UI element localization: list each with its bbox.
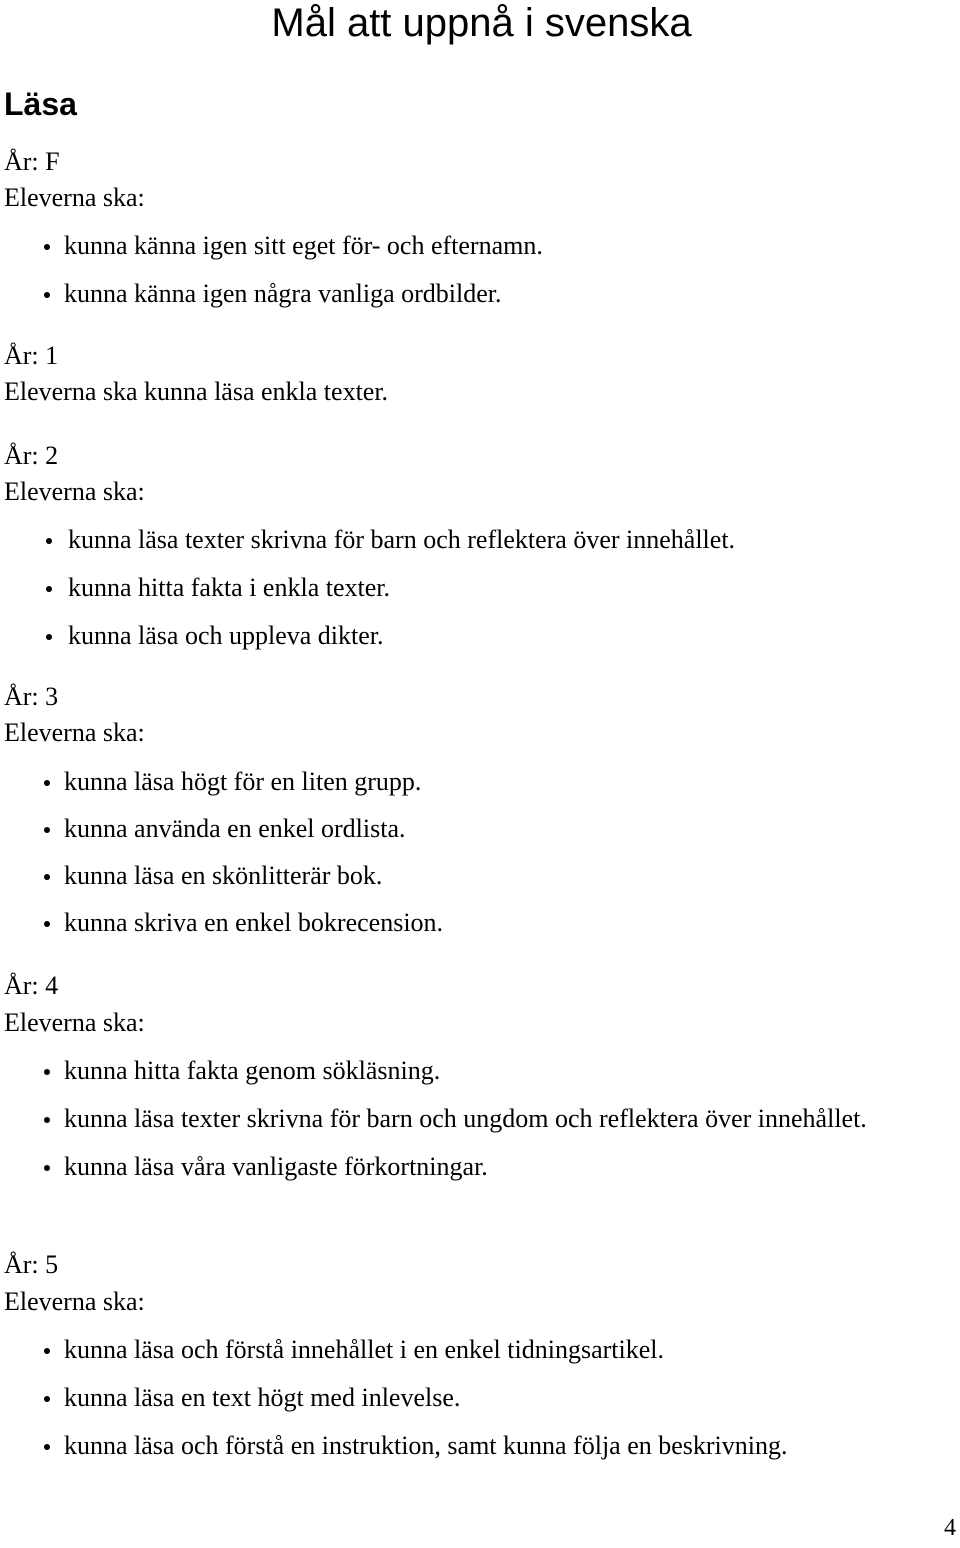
goal-item xyxy=(0,858,944,894)
page-title: Mål att uppnå i svenska xyxy=(271,1,692,45)
bullet-icon xyxy=(44,1069,50,1075)
bullet-icon xyxy=(44,1117,50,1123)
goal-text: kunna läsa en text högt med inlevelse. xyxy=(64,1383,461,1412)
page-number: 4 xyxy=(944,1515,956,1541)
bullet-icon xyxy=(46,586,52,592)
goal-text: kunna skriva en enkel bokrecension. xyxy=(64,908,444,937)
year-intro-f: Eleverna ska: xyxy=(4,183,145,212)
bullet-icon xyxy=(44,1165,50,1171)
year-intro-5: Eleverna ska: xyxy=(4,1287,145,1316)
goal-text: kunna läsa och förstå innehållet i en enkel tidningsartikel. xyxy=(64,1335,664,1364)
year-label-f: År: F xyxy=(4,147,60,176)
goal-item xyxy=(0,276,944,312)
bullet-icon xyxy=(46,538,52,544)
goal-item xyxy=(0,228,944,264)
section-heading-lasa: Läsa xyxy=(4,86,77,122)
goal-list-year-4 xyxy=(0,1053,944,1185)
goal-list-year-f xyxy=(0,228,944,312)
goal-list-year-5 xyxy=(0,1332,944,1464)
bullet-icon xyxy=(44,827,50,833)
goal-item xyxy=(0,764,944,800)
year-intro-3: Eleverna ska: xyxy=(4,718,145,747)
goal-text: kunna läsa högt för en liten grupp. xyxy=(64,767,422,796)
goal-text: kunna hitta fakta i enkla texter. xyxy=(68,573,390,602)
bullet-icon xyxy=(44,780,50,786)
goal-text: kunna hitta fakta genom sökläsning. xyxy=(64,1056,441,1085)
goal-list-year-2 xyxy=(0,522,948,654)
goal-text: kunna läsa en skönlitterär bok. xyxy=(64,861,383,890)
bullet-icon xyxy=(44,921,50,927)
year-label-3: År: 3 xyxy=(4,682,59,711)
goal-item xyxy=(0,1101,924,1137)
goal-list-year-3 xyxy=(0,764,944,941)
year-intro-2: Eleverna ska: xyxy=(4,477,145,506)
year-label-5: År: 5 xyxy=(4,1250,59,1279)
goal-item xyxy=(0,1332,944,1368)
goal-item xyxy=(0,905,944,941)
goal-item xyxy=(0,522,948,558)
goal-text: kunna läsa texter skrivna för barn och reflektera över innehållet. xyxy=(68,525,736,554)
goal-item xyxy=(0,1053,944,1089)
goal-item xyxy=(0,1149,944,1185)
goal-item xyxy=(0,811,944,847)
bullet-icon xyxy=(44,1444,50,1450)
bullet-icon xyxy=(44,244,50,250)
year-label-2: År: 2 xyxy=(4,441,59,470)
year-intro-1: Eleverna ska kunna läsa enkla texter. xyxy=(4,377,389,406)
goal-text: kunna läsa texter skrivna för barn och ungdom och reflektera över innehållet. xyxy=(64,1104,867,1133)
goal-text: kunna läsa våra vanligaste förkortningar. xyxy=(64,1152,488,1181)
goal-text: kunna känna igen sitt eget för- och efternamn. xyxy=(64,231,543,260)
goal-item xyxy=(0,618,948,654)
bullet-icon xyxy=(44,292,50,298)
goal-text: kunna läsa och uppleva dikter. xyxy=(68,621,384,650)
year-intro-4: Eleverna ska: xyxy=(4,1008,145,1037)
goal-text: kunna använda en enkel ordlista. xyxy=(64,814,406,843)
bullet-icon xyxy=(46,634,52,640)
year-label-1: År: 1 xyxy=(4,341,59,370)
bullet-icon xyxy=(44,1348,50,1354)
goal-item xyxy=(0,1428,944,1464)
goal-text: kunna läsa och förstå en instruktion, samt kunna följa en beskrivning. xyxy=(64,1431,788,1460)
goal-item xyxy=(0,570,948,606)
bullet-icon xyxy=(44,1396,50,1402)
year-label-4: År: 4 xyxy=(4,971,59,1000)
goal-item xyxy=(0,1380,944,1416)
goal-text: kunna känna igen några vanliga ordbilder. xyxy=(64,279,502,308)
bullet-icon xyxy=(44,874,50,880)
